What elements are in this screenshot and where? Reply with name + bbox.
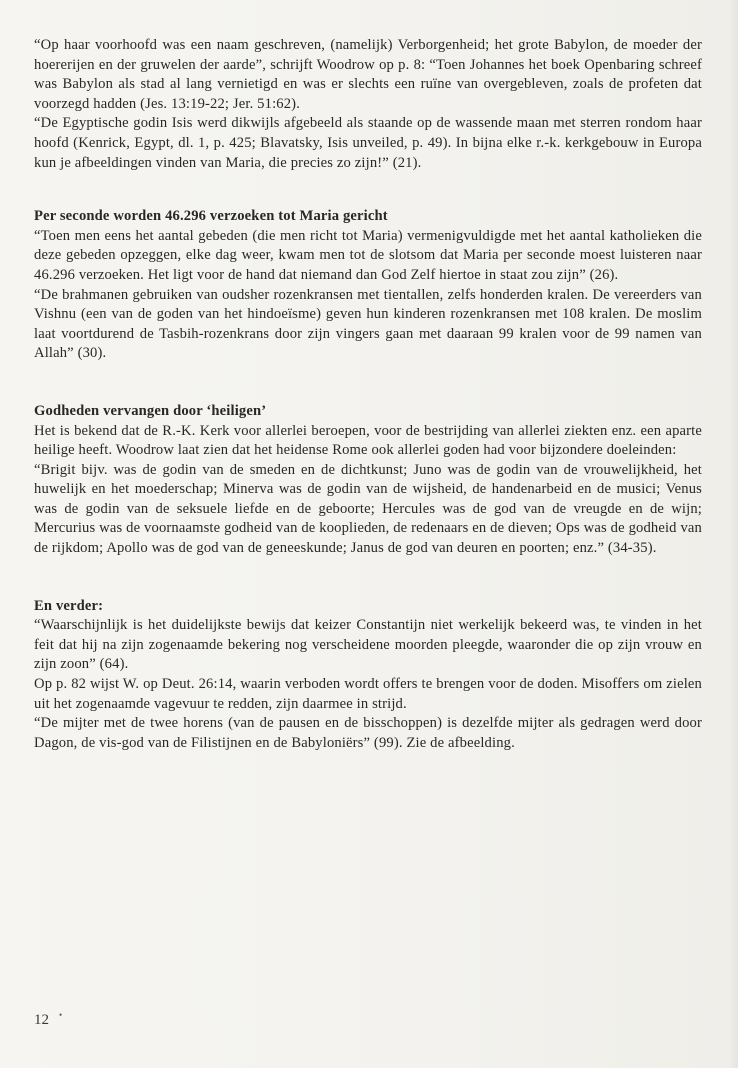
page-footer <box>34 1012 62 1029</box>
section-gods-saints <box>34 402 702 559</box>
paragraph: Het is bekend dat de R.-K. Kerk voor allerlei beroepen, voor de bestrijding van allerlei ziekten enz. een aparte heilige heeft. Woodrow laat zien dat het heidense Rome ook allerlei goden had voor bijzondere doeleinden: <box>34 422 702 459</box>
intro-section <box>34 36 702 173</box>
page-number: 12 <box>34 1012 49 1028</box>
section-maria-requests <box>34 207 702 364</box>
paragraph: “Toen men eens het aantal gebeden (die men richt tot Maria) vermenigvuldigde met het aantal katholieken die deze gebeden opzeggen, elke dag weer, kwam men tot de slotsom dat Maria per seconde moest luisteren naar 46.296 verzoeken. Het ligt voor de hand dat niemand dan God Zelf hiertoe in staat zou zijn” (26). <box>34 227 702 283</box>
paragraph: “Brigit bijv. was de godin van de smeden en de dichtkunst; Juno was de godin van de vrouwelijkheid, het huwelijk en het moederschap; Minerva was de godin van de wijsheid, de handenarbeid en de musici; Venus was de godin van de seksuele liefde en de geboorte; Hercules was de god van de vreugde en de wijn; Mercurius was de voornaamste godheid van de kooplieden, de redenaars en de dieven; Ops was de godheid van de rijkdom; Apollo was de god van de geneeskunde; Janus de god van deuren en poorten; enz.” (34-35). <box>34 461 702 557</box>
paragraph: “Op haar voorhoofd was een naam geschreven, (namelijk) Verborgenheid; het grote Babylon, de moeder der hoererijen en der gruwelen der aarde”, schrijft Woodrow op p. 8: “Toen Johannes het boek Openbaring schreef was Babylon als stad al lang vernietigd en was er slechts een ruïne van overgebleven, zoals de profeten dat voorzegd hadden (Jes. 13:19-22; Jer. 51:62). <box>34 37 702 112</box>
paragraph: “De Egyptische godin Isis werd dikwijls afgebeeld als staande op de wassende maan met sterren rondom haar hoofd (Kenrick, Egypt, dl. 1, p. 425; Blavatsky, Isis unveiled, p. 49). In bijna elke r.-k. kerkgebouw in Europa kun je afbeeldingen vinden van Maria, die precies zo zijn!” (21). <box>34 115 702 171</box>
paragraph: “Waarschijnlijk is het duidelijkste bewijs dat keizer Constantijn niet werkelijk bekeerd was, te vinden in het feit dat hij na zijn zogenaamde bekering nog verscheidene moorden pleegde, waaronder die op zijn vrouw en zijn zoon” (64). <box>34 617 702 673</box>
paragraph: Op p. 82 wijst W. op Deut. 26:14, waarin verboden wordt offers te brengen voor de doden. Misoffers om zielen uit het zogenaamde vagevuur te redden, zijn daarmee in strijd. <box>34 676 702 712</box>
page-edge-shadow <box>728 0 738 1068</box>
section-further <box>34 597 702 754</box>
section-heading: En verder: <box>34 597 104 614</box>
page-content <box>34 36 702 753</box>
paragraph: “De mijter met de twee horens (van de pausen en de bisschoppen) is dezelfde mijter als gedragen werd door Dagon, de vis-god van de Filistijnen en de Babyloniërs” (99). Zie de afbeelding. <box>34 715 702 751</box>
section-heading: Godheden vervangen door ‘heiligen’ <box>34 402 267 419</box>
paragraph: “De brahmanen gebruiken van oudsher rozenkransen met tientallen, zelfs honderden kralen. De vereerders van Vishnu (een van de goden van het hindoeïsme) geven hun kinderen rozenkransen met 108 kralen. De moslim laat voortdurend de Tasbih-rozenkrans door zijn vingers gaan met daaraan 99 kralen voor de 99 namen van Allah” (30). <box>34 286 702 362</box>
section-heading: Per seconde worden 46.296 verzoeken tot Maria gericht <box>34 208 388 225</box>
bullet-mark: • <box>59 1010 63 1020</box>
